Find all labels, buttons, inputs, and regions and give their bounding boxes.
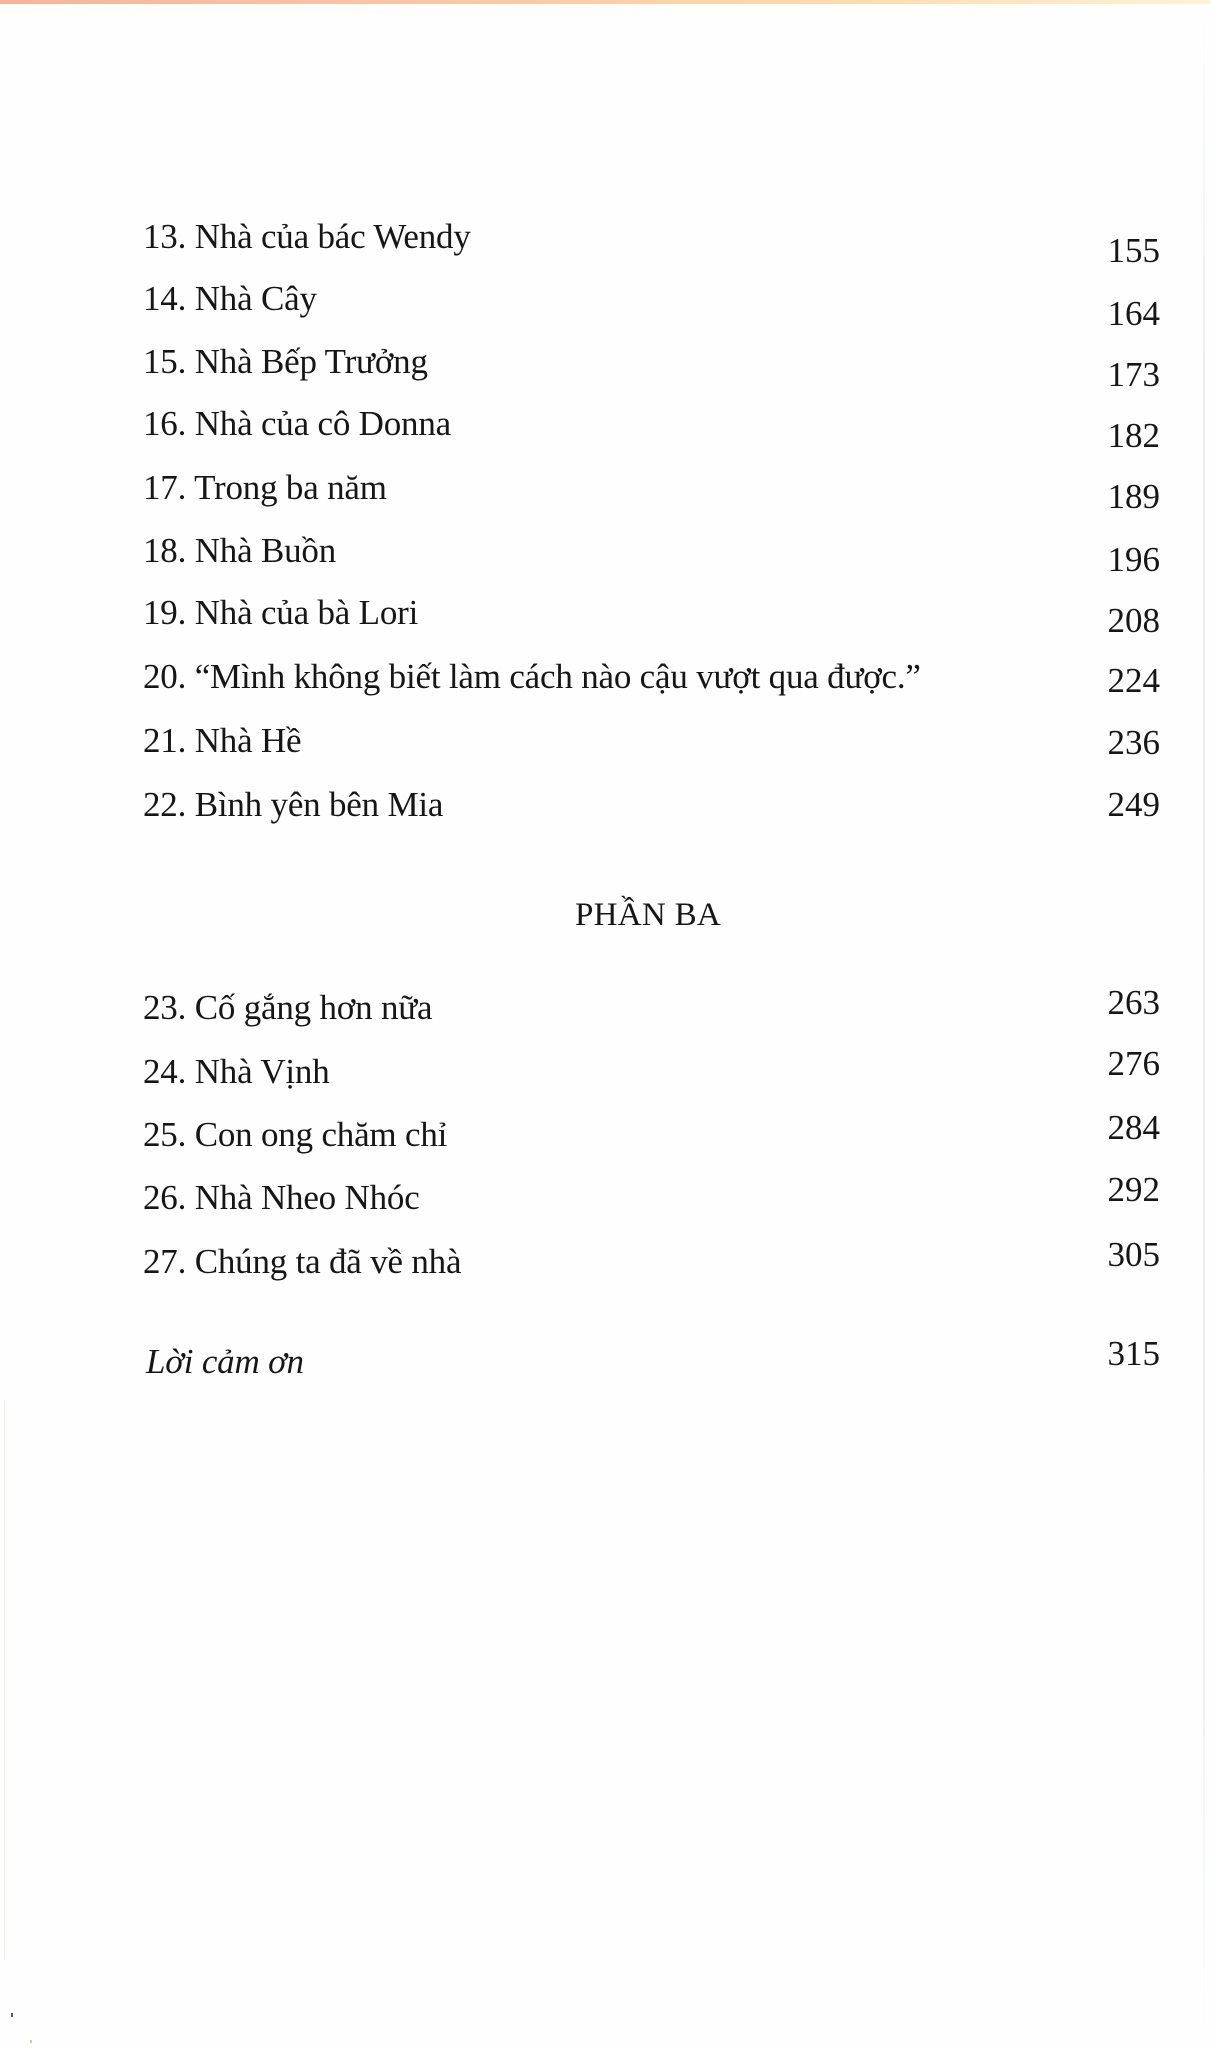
toc-entry-title: 23. Cố gắng hơn nữa (143, 988, 433, 1027)
toc-entry-title: 25. Con ong chăm chỉ (143, 1115, 448, 1154)
toc-entry (0, 1110, 1211, 1160)
toc-entry-page: 292 (1107, 1170, 1160, 1209)
toc-entry (0, 780, 1211, 830)
toc-entry-page: 263 (1107, 983, 1160, 1022)
toc-entry-page: 196 (1107, 540, 1160, 579)
toc-entry-page: 236 (1107, 723, 1160, 762)
toc-entry-title: 15. Nhà Bếp Trưởng (143, 342, 428, 381)
toc-entry-acknowledgements (0, 1334, 1211, 1387)
scan-speck (30, 2040, 32, 2043)
toc-entry (0, 983, 1211, 1033)
toc-entry-page: 249 (1107, 785, 1160, 824)
toc-entry (0, 526, 1211, 579)
toc-entry (0, 212, 1211, 270)
toc-entry-title: 19. Nhà của bà Lori (143, 593, 419, 632)
toc-entry (0, 1237, 1211, 1287)
toc-entry-title: 21. Nhà Hề (143, 721, 302, 760)
toc-entry (0, 274, 1211, 333)
toc-entry-page: 182 (1107, 416, 1160, 455)
toc-entry (0, 652, 1211, 702)
toc-entry (0, 399, 1211, 455)
toc-entry (0, 1170, 1211, 1223)
toc-entry-title: 18. Nhà Buồn (143, 531, 337, 570)
toc-entry-title: 22. Bình yên bên Mia (143, 785, 444, 824)
toc-entry-title: 17. Trong ba năm (143, 468, 387, 507)
toc-entry (0, 588, 1211, 638)
toc-entry (0, 1044, 1211, 1097)
part-heading: PHẦN BA (574, 897, 722, 933)
scan-speck (11, 2013, 13, 2017)
toc-entry-title: 16. Nhà của cô Donna (143, 404, 451, 443)
toc-entry (0, 337, 1211, 394)
toc-entry-title: Lời cảm ơn (146, 1342, 304, 1381)
toc-entry-title: 14. Nhà Cây (143, 279, 317, 318)
toc-entry-page: 224 (1107, 661, 1160, 700)
toc-entry-page: 155 (1107, 231, 1160, 270)
toc-entry-page: 173 (1107, 355, 1160, 394)
toc-entry-page: 276 (1107, 1044, 1160, 1083)
toc-entry-title: 13. Nhà của bác Wendy (143, 217, 471, 256)
toc-entry-title: 26. Nhà Nheo Nhóc (143, 1178, 420, 1217)
toc-entry-page: 208 (1107, 601, 1160, 640)
toc-entry-page: 284 (1107, 1108, 1160, 1147)
toc-entry-page: 189 (1107, 477, 1160, 516)
toc-entry-page: 305 (1107, 1235, 1160, 1274)
toc-entry-title: 24. Nhà Vịnh (143, 1052, 330, 1091)
toc-entry (0, 463, 1211, 516)
toc-entry-title: 20. “Mình không biết làm cách nào cậu vượt qua được.” (143, 657, 921, 696)
toc-entry-title: 27. Chúng ta đã về nhà (143, 1242, 462, 1281)
toc-entry-page: 315 (1107, 1334, 1160, 1373)
toc-entry (0, 716, 1211, 766)
toc-entry-page: 164 (1107, 294, 1160, 333)
